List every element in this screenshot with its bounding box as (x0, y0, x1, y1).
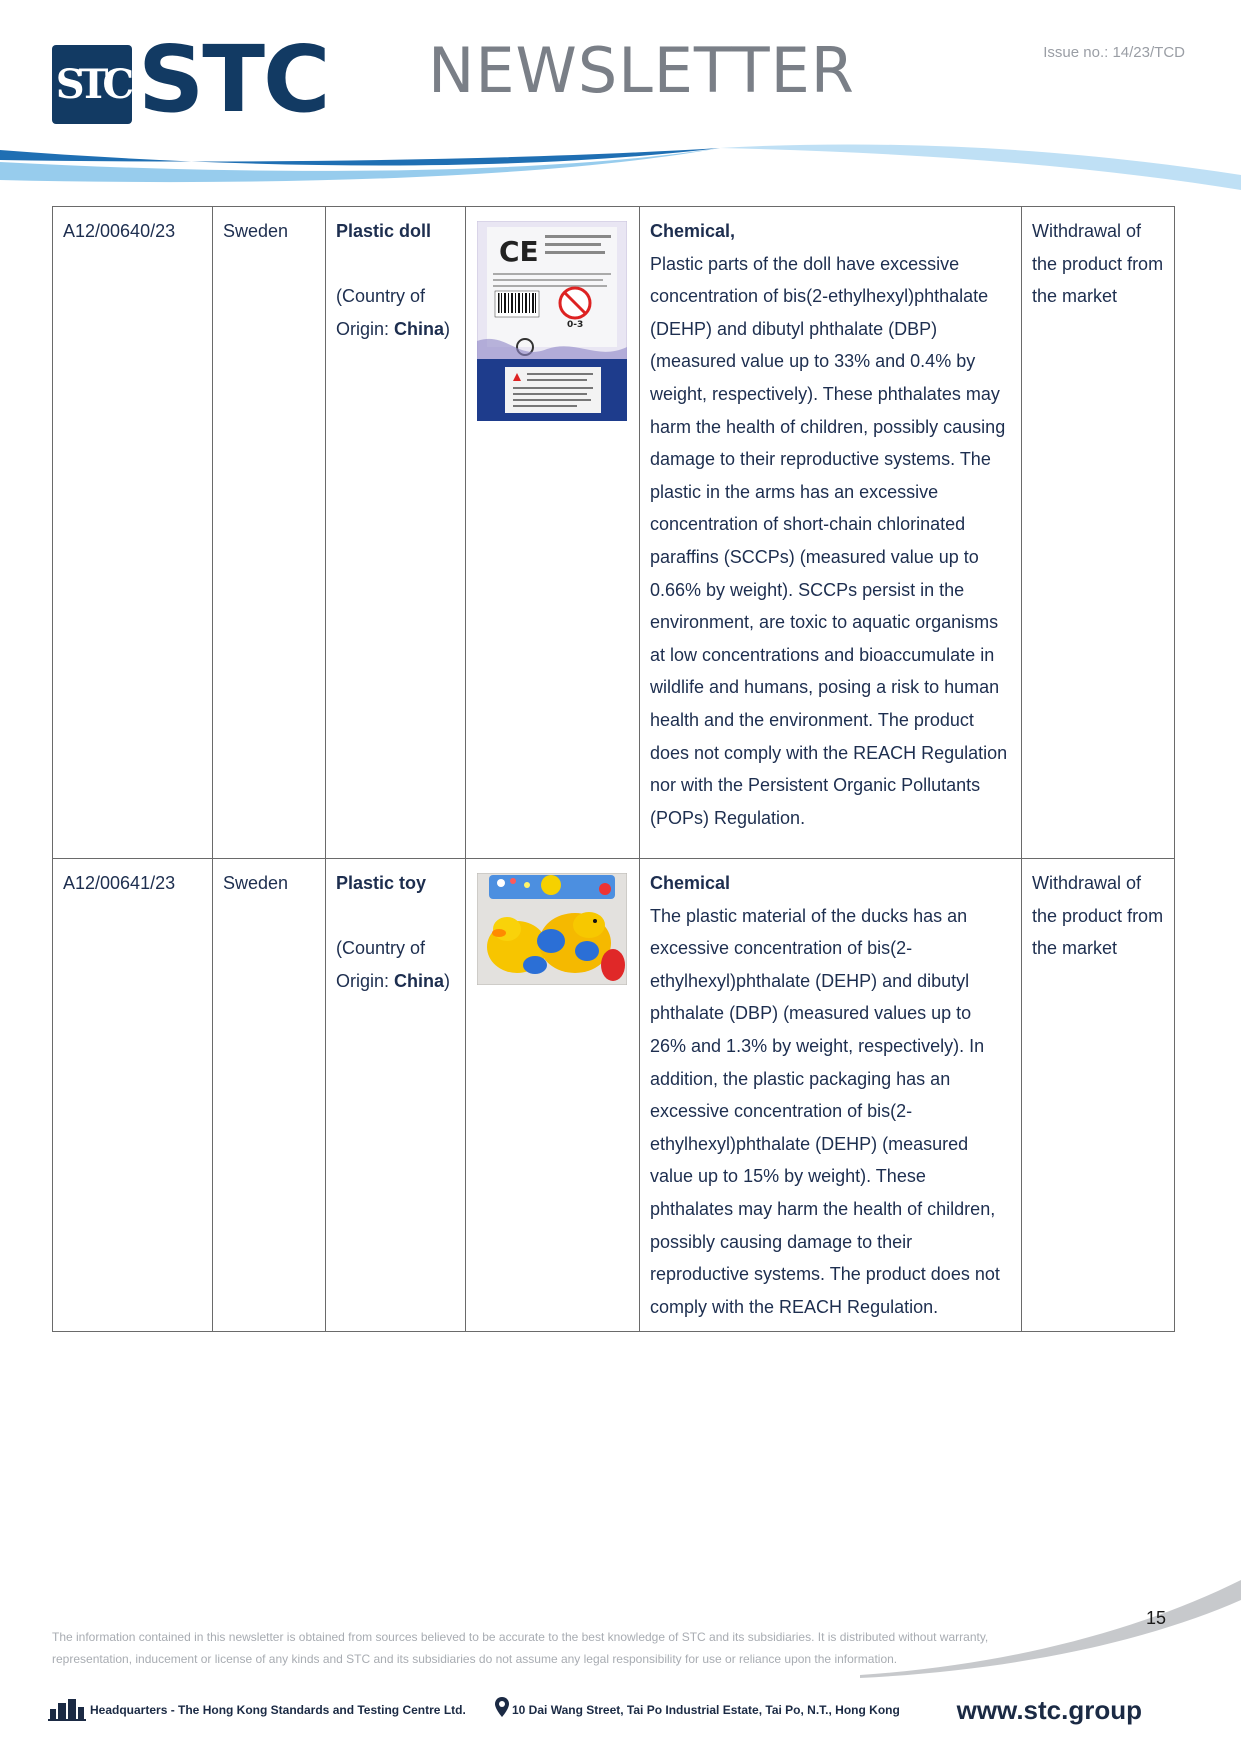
notification-table (52, 206, 1175, 1332)
svg-text:0-3: 0-3 (567, 320, 584, 330)
logo-monogram: STC (55, 61, 129, 108)
header-swoosh (0, 130, 1241, 210)
risk-type: Chemical (650, 873, 731, 893)
measure-cell: Withdrawal of the product from the market (1022, 207, 1175, 859)
page-number: 15 (1146, 1608, 1167, 1628)
building-icon (48, 1697, 86, 1721)
product-name: Plastic toy (336, 873, 427, 893)
product-name: Plastic doll (336, 221, 432, 241)
address-text: 10 Dai Wang Street, Tai Po Industrial Estate, Tai Po, N.T., Hong Kong (512, 1703, 900, 1717)
country-cell: Sweden (213, 859, 326, 1332)
table-row (53, 859, 1175, 1332)
rubber-ducks-photo (477, 873, 627, 985)
footer-contact-bar (48, 1695, 1198, 1725)
stc-logo-mark (52, 45, 132, 124)
disclaimer-text: The information contained in this newsletter is obtained from sources believed to be accurate to the best knowledge of STC and its subsidiaries. It is distributed without warranty, representation, inducement or license of any kinds and STC and its subsidiaries do not assume any legal responsibility for use or reliance upon the information. (52, 1630, 989, 1666)
issue-number: Issue no.: 14/23/TCD (1043, 44, 1185, 61)
risk-cell (640, 859, 1022, 1332)
risk-description: Plastic parts of the doll have excessive concentration of bis(2-ethylhexyl)phthalate (DEHP) and dibutyl phthalate (DBP) (measured value up to 33% and 0.4% by weight, respectively). These phthalates may harm the health of children, possibly causing damage to their reproductive systems. The plastic in the arms has an excessive concentration of short-chain chlorinated paraffins (SCCPs) (measured value up to 0.66% by weight). SCCPs persist in the environment, are toxic to aquatic organisms at low concentrations and bioaccumulate in wildlife and humans, posing a risk to human health and the environment. The product does not comply with the REACH Regulation nor with the Persistent Organic Pollutants (POPs) Regulation. (650, 253, 1008, 828)
product-cell (326, 207, 466, 859)
risk-type: Chemical, (650, 221, 736, 241)
origin-suffix: ) (444, 970, 451, 991)
origin-suffix: ) (444, 318, 451, 339)
origin-prefix: (Country of Origin: (336, 938, 426, 991)
doll-packaging-photo (477, 221, 627, 421)
reference-cell: A12/00641/23 (53, 859, 213, 1332)
origin-country: China (394, 970, 445, 991)
origin-country: China (394, 318, 445, 339)
risk-description: The plastic material of the ducks has an excessive concentration of bis(2-ethylhexyl)phthalate (DEHP) and dibutyl phthalate (DBP) (measured values up to 26% and 1.3% by weight, respectively). In addition, the plastic packaging has an excessive concentration of bis(2-ethylhexyl)phthalate (DEHP) (measured value up to 15% by weight). These phthalates may harm the health of children, possibly causing damage to their reproductive systems. The product does not comply with the REACH Regulation. (650, 905, 1000, 1317)
image-cell (466, 207, 640, 859)
svg-text:CE: CE (499, 235, 539, 268)
risk-cell (640, 207, 1022, 859)
newsletter-title: NEWSLETTER (428, 34, 855, 107)
website-link[interactable]: www.stc.group (956, 1695, 1142, 1725)
product-cell (326, 859, 466, 1332)
measure-cell: Withdrawal of the product from the market (1022, 859, 1175, 1332)
location-pin-icon (495, 1697, 509, 1717)
origin-prefix: (Country of Origin: (336, 286, 426, 339)
country-cell: Sweden (213, 207, 326, 859)
reference-cell: A12/00640/23 (53, 207, 213, 859)
image-cell (466, 859, 640, 1332)
headquarters-text: Headquarters - The Hong Kong Standards and Testing Centre Ltd. (90, 1703, 466, 1717)
table-row (53, 207, 1175, 859)
stc-logo-text: STC (138, 26, 329, 133)
